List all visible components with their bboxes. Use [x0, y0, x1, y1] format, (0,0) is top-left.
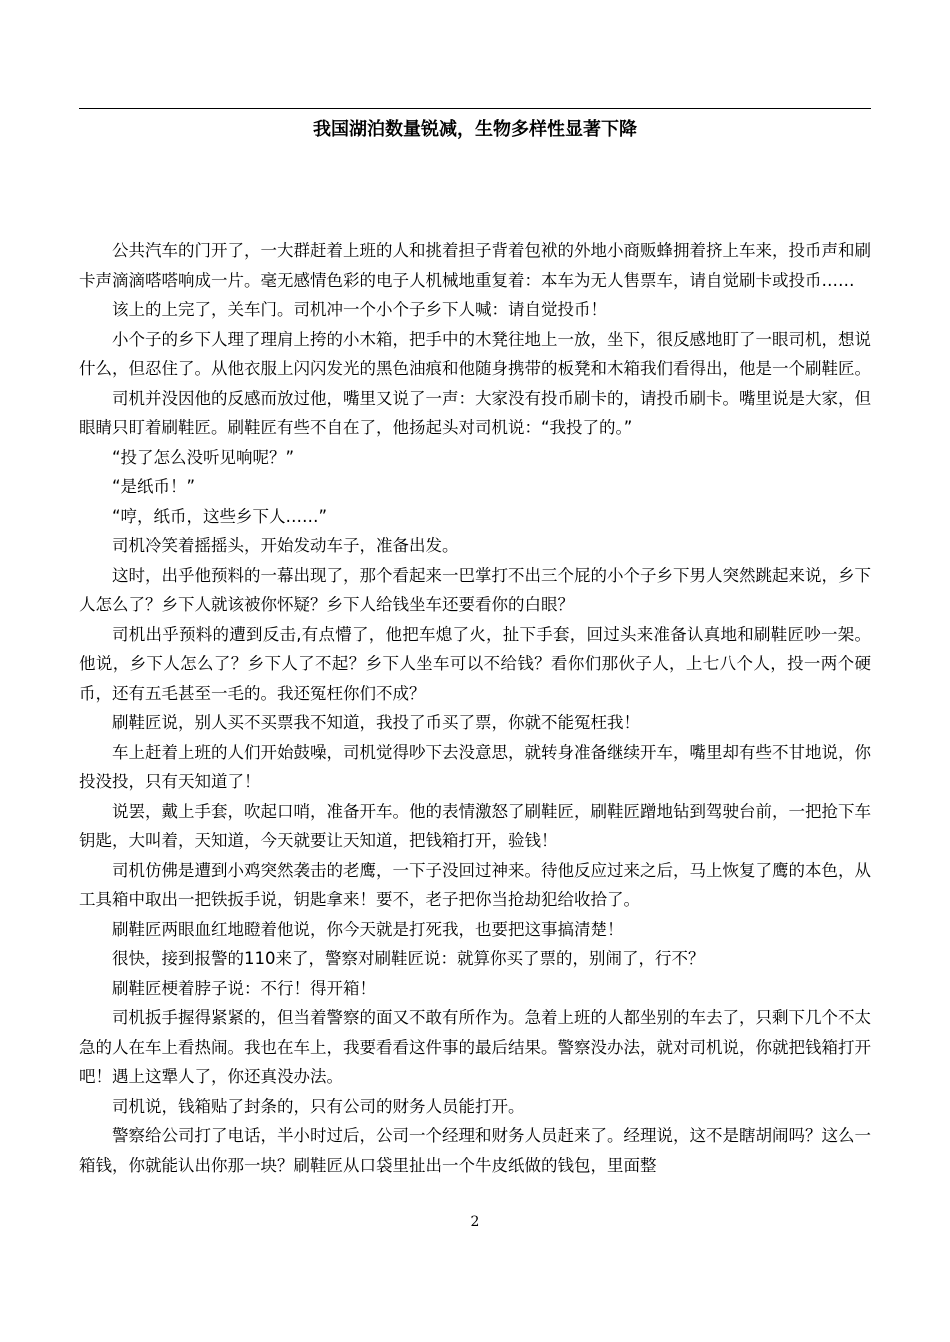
paragraph: 司机出乎预料的遭到反击,有点懵了，他把车熄了火，扯下手套，回过头来准备认真地和刷鞋匠吵一架。他说，乡下人怎么了？乡下人了不起？乡下人坐车可以不给钱？看你们那伙子人，上七八个人，投一两个硬币，还有五毛甚至一毛的。我还冤枉你们不成？	[79, 624, 871, 703]
paragraph: “投了怎么没听见响呢？”	[112, 447, 295, 467]
paragraph: 说罢，戴上手套，吹起口哨，准备开车。他的表情激怒了刷鞋匠，刷鞋匠蹭地钻到驾驶台前，一把抢下车钥匙，大叫着，天知道，今天就要让天知道，把钱箱打开，验钱！	[79, 801, 871, 850]
paragraph: 司机扳手握得紧紧的，但当着警察的面又不敢有所作为。急着上班的人都坐别的车去了，只剩下几个不太急的人在车上看热闹。我也在车上，我要看看这件事的最后结果。警察没办法，就对司机说，你就把钱箱打开吧！遇上这犟人了，你还真没办法。	[79, 1008, 871, 1086]
document-body	[79, 236, 871, 1180]
paragraph: 刷鞋匠两眼血红地瞪着他说，你今天就是打死我，也要把这事搞清楚！	[112, 919, 624, 939]
paragraph: 车上赶着上班的人们开始鼓噪，司机觉得吵下去没意思，就转身准备继续开车，嘴里却有些不甘地说，你投没投，只有天知道了！	[79, 742, 871, 791]
paragraph: 这时，出乎他预料的一幕出现了，那个看起来一巴掌打不出三个屁的小个子乡下男人突然跳起来说，乡下人怎么了？乡下人就该被你怀疑？乡下人给钱坐车还要看你的白眼？	[79, 565, 871, 614]
paragraph: 小个子的乡下人理了理肩上挎的小木箱，把手中的木凳往地上一放，坐下，很反感地盯了一眼司机，想说什么，但忍住了。从他衣服上闪闪发光的黑色油痕和他随身携带的板凳和木箱我们看得出，他是一个刷鞋匠。	[79, 329, 871, 378]
header-rule	[79, 108, 871, 109]
paragraph: 公共汽车的门开了，一大群赶着上班的人和挑着担子背着包袱的外地小商贩蜂拥着挤上车来，投币声和刷卡声滴滴嗒嗒响成一片。毫无感情色彩的电子人机械地重复着：本车为无人售票车，请自觉刷卡或投币……	[79, 241, 871, 290]
page-number: 2	[470, 1214, 480, 1230]
paragraph: 司机说，钱箱贴了封条的，只有公司的财务人员能打开。	[112, 1096, 525, 1116]
paragraph: “是纸币！”	[112, 477, 196, 496]
paragraph: 刷鞋匠梗着脖子说：不行！得开箱！	[112, 978, 376, 998]
paragraph: 司机冷笑着摇摇头，开始发动车子，准备出发。	[112, 536, 459, 555]
paragraph: 司机并没因他的反感而放过他，嘴里又说了一声：大家没有投币刷卡的，请投币刷卡。嘴里说是大家，但眼睛只盯着刷鞋匠。刷鞋匠有些不自在了，他扬起头对司机说：“我投了的。”	[79, 388, 871, 437]
paragraph: 刷鞋匠说，别人买不买票我不知道，我投了币买了票，你就不能冤枉我！	[112, 713, 640, 732]
paragraph: 很快，接到报警的110来了，警察对刷鞋匠说：就算你买了票的，别闹了，行不？	[112, 949, 705, 968]
paragraph: 该上的上完了，关车门。司机冲一个小个子乡下人喊：请自觉投币！	[112, 300, 607, 319]
document-title: 我国湖泊数量锐减，生物多样性显著下降	[313, 119, 637, 140]
paragraph: 司机仿佛是遭到小鸡突然袭击的老鹰，一下子没回过神来。待他反应过来之后，马上恢复了鹰的本色，从工具箱中取出一把铁扳手说，钥匙拿来！要不，老子把你当抢劫犯给收拾了。	[79, 860, 871, 909]
paragraph: “哼，纸币，这些乡下人……”	[112, 506, 328, 526]
paragraph: 警察给公司打了电话，半小时过后，公司一个经理和财务人员赶来了。经理说，这不是瞎胡闹吗？这么一箱钱，你就能认出你那一块？刷鞋匠从口袋里扯出一个牛皮纸做的钱包，里面整	[79, 1126, 871, 1175]
